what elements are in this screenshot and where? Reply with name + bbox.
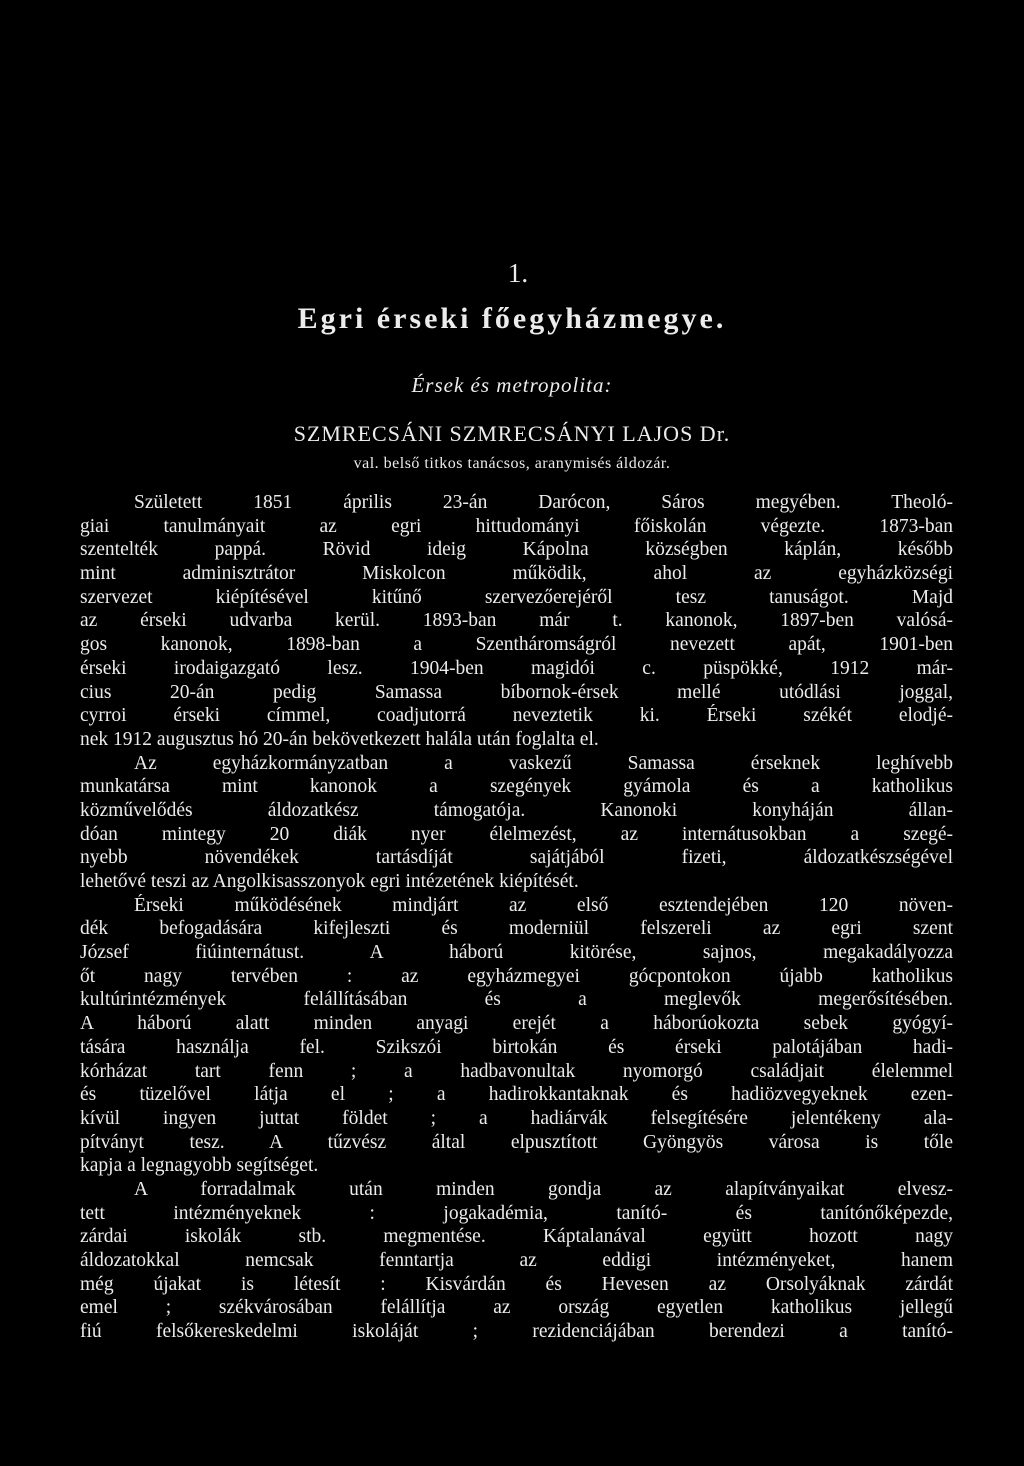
- text-line: dék befogadására kifejleszti és moderniül felszereli az egri szent: [80, 918, 953, 940]
- text-line: dóan mintegy 20 diák nyer élelmezést, az internátusokban a szegé-: [80, 823, 953, 845]
- role-label: Érsek és metropolita:: [411, 373, 613, 397]
- text-line: szentelték pappá. Rövid ideig Kápolna községben káplán, később: [80, 539, 953, 561]
- paragraph: [80, 491, 953, 752]
- text-line: fiú felsőkereskedelmi iskoláját ; rezidenciájában berendezi a tanító-: [80, 1321, 953, 1343]
- text-line: kultúrintézmények felállításában és a meglevők megerősítésében.: [80, 989, 953, 1011]
- text-line: munkatársa mint kanonok a szegények gyámola és a katholikus: [80, 776, 953, 798]
- text-line: cyrroi érseki címmel, coadjutorrá neveztetik ki. Érseki székét elodjé-: [80, 705, 953, 727]
- text-line: emel ; székvárosában felállítja az ország egyetlen katholikus jellegű: [80, 1297, 953, 1319]
- text-line: nek 1912 augusztus hó 20-án bekövetkezett halála után foglalta el.: [80, 728, 599, 750]
- text-line: érseki irodaigazgató lesz. 1904-ben magidói c. püspökké, 1912 már-: [80, 657, 953, 679]
- text-line: szervezet kiépítésével kitűnő szervezőerejéről tesz tanuságot. Majd: [80, 586, 953, 608]
- text-line: az érseki udvarba kerül. 1893-ban már t. kanonok, 1897-ben valósá-: [80, 610, 953, 632]
- diocese-title: Egri érseki főegyházmegye.: [297, 302, 727, 335]
- text-line: Született 1851 április 23-án Darócon, Sáros megyében. Theoló-: [134, 492, 953, 513]
- text-line: nyebb növendékek tartásdíját sajátjából fizeti, áldozatkészségével: [80, 847, 953, 869]
- biography-text: [80, 491, 953, 1344]
- text-line: még újakat is létesít : Kisvárdán és Hevesen az Orsolyáknak zárdát: [80, 1273, 953, 1295]
- text-line: közművelődés áldozatkész támogatója. Kanonoki konyháján állan-: [80, 799, 953, 821]
- text-line: giai tanulmányait az egri hittudományi főiskolán végezte. 1873-ban: [80, 515, 953, 537]
- text-line: Az egyházkormányzatban a vaskezű Samassa érseknek leghívebb: [134, 752, 953, 774]
- text-line: tására használja fel. Szikszói birtokán és érseki palotájában hadi-: [80, 1036, 953, 1058]
- text-line: pítványt tesz. A tűzvész által elpusztított Gyöngyös városa is tőle: [80, 1131, 953, 1153]
- text-line: József fiúinternátust. A háború kitörése, sajnos, megakadályozza: [80, 942, 953, 964]
- text-line: kívül ingyen juttat földet ; a hadiárvák felsegítésére jelentékeny ala-: [80, 1107, 953, 1129]
- text-line: áldozatokkal nemcsak fenntartja az eddigi intézményeket, hanem: [80, 1250, 953, 1271]
- text-line: kapja a legnagyobb segítséget.: [80, 1155, 319, 1177]
- paragraph: [80, 752, 953, 894]
- paragraph: [80, 894, 953, 1178]
- text-line: kórházat tart fenn ; a hadbavonultak nyomorgó családjait élelemmel: [80, 1060, 953, 1082]
- person-name: SZMRECSÁNI SZMRECSÁNYI LAJOS Dr.: [293, 421, 731, 446]
- text-line: őt nagy tervében : az egyházmegyei gócpontokon újabb katholikus: [80, 965, 953, 987]
- text-line: gos kanonok, 1898-ban a Szentháromságról nevezett apát, 1901-ben: [80, 634, 953, 656]
- text-line: Érseki működésének mindjárt az első esztendejében 120 növen-: [134, 894, 953, 916]
- text-line: cius 20-án pedig Samassa bíbornok-érsek mellé utódlási joggal,: [80, 681, 953, 703]
- text-line: A háború alatt minden anyagi erejét a háborúokozta sebek gyógyí-: [80, 1013, 953, 1035]
- person-titles: val. belső titkos tanácsos, aranymisés áldozár.: [353, 455, 671, 472]
- text-line: tett intézményeknek : jogakadémia, tanító- és tanítónőképezde,: [80, 1202, 953, 1224]
- text-line: A forradalmak után minden gondja az alapítványaikat elvesz-: [134, 1178, 953, 1200]
- text-line: és tüzelővel látja el ; a hadirokkantaknak és hadiözvegyeknek ezen-: [80, 1084, 953, 1106]
- chapter-number: 1.: [507, 258, 529, 288]
- paragraph: [80, 1178, 953, 1344]
- text-line: mint adminisztrátor Miskolcon működik, ahol az egyházközségi: [80, 563, 953, 585]
- text-line: zárdai iskolák stb. megmentése. Káptalanával együtt hozott nagy: [80, 1226, 953, 1248]
- text-line: lehetővé teszi az Angolkisasszonyok egri intézetének kiépítését.: [80, 871, 579, 892]
